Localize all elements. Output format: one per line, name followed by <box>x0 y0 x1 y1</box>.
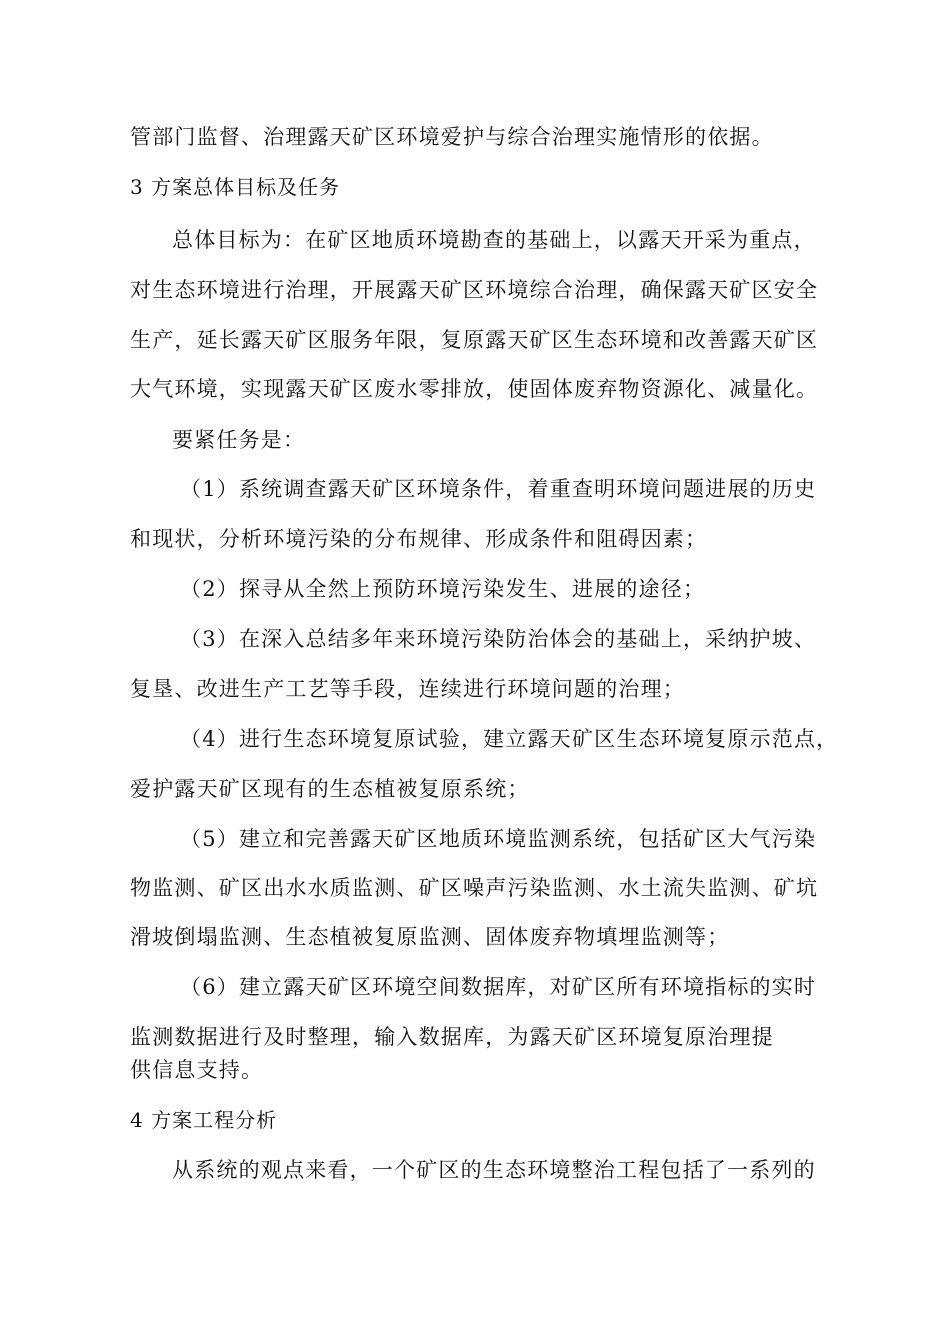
list-item-line: 复垦、改进生产工艺等手段，连续进行环境问题的治理； <box>130 677 685 701</box>
paragraph-line: 从系统的观点来看，一个矿区的生态环境整治工程包括了一系列的 <box>172 1158 816 1182</box>
list-item-line: （5）建立和完善露天矿区地质环境监测系统，包括矿区大气污染 <box>180 827 817 851</box>
list-item-line: 监测数据进行及时整理，输入数据库，为露天矿区环境复原治理提 <box>130 1025 774 1049</box>
list-item-line: （2）探寻从全然上预防环境污染发生、进展的途径； <box>180 577 706 601</box>
paragraph-line: 生产，延长露天矿区服务年限，复原露天矿区生态环境和改善露天矿区 <box>130 328 819 352</box>
paragraph-line: 大气环境，实现露天矿区废水零排放，使固体废弃物资源化、减量化。 <box>130 377 819 401</box>
list-item-line: 爱护露天矿区现有的生态植被复原系统； <box>130 777 530 801</box>
list-item-line: 供信息支持。 <box>130 1058 264 1082</box>
list-item-line: （3）在深入总结多年来环境污染防治体会的基础上，采纳护坡、 <box>180 627 817 651</box>
paragraph-line: 对生态环境进行治理，开展露天矿区环境综合治理，确保露天矿区安全 <box>130 278 819 302</box>
paragraph-line: 管部门监督、治理露天矿区环境爱护与综合治理实施情形的依据。 <box>130 125 774 149</box>
section-heading: 3 方案总体目标及任务 <box>130 175 341 199</box>
list-item-line: （6）建立露天矿区环境空间数据库，对矿区所有环境指标的实时 <box>180 975 817 999</box>
section-heading: 4 方案工程分析 <box>130 1108 278 1132</box>
paragraph-line: 总体目标为：在矿区地质环境勘查的基础上，以露天开采为重点， <box>172 228 816 252</box>
list-item-line: 滑坡倒塌监测、生态植被复原监测、固体废弃物填埋监测等； <box>130 925 730 949</box>
paragraph-line: 要紧任务是： <box>172 428 306 452</box>
list-item-line: （4）进行生态环境复原试验，建立露天矿区生态环境复原示范点， <box>180 727 839 751</box>
list-item-line: 物监测、矿区出水水质监测、矿区噪声污染监测、水土流失监测、矿坑 <box>130 876 819 900</box>
list-item-line: （1）系统调查露天矿区环境条件，着重查明环境问题进展的历史 <box>180 477 817 501</box>
list-item-line: 和现状，分析环境污染的分布规律、形成条件和阻碍因素； <box>130 527 708 551</box>
